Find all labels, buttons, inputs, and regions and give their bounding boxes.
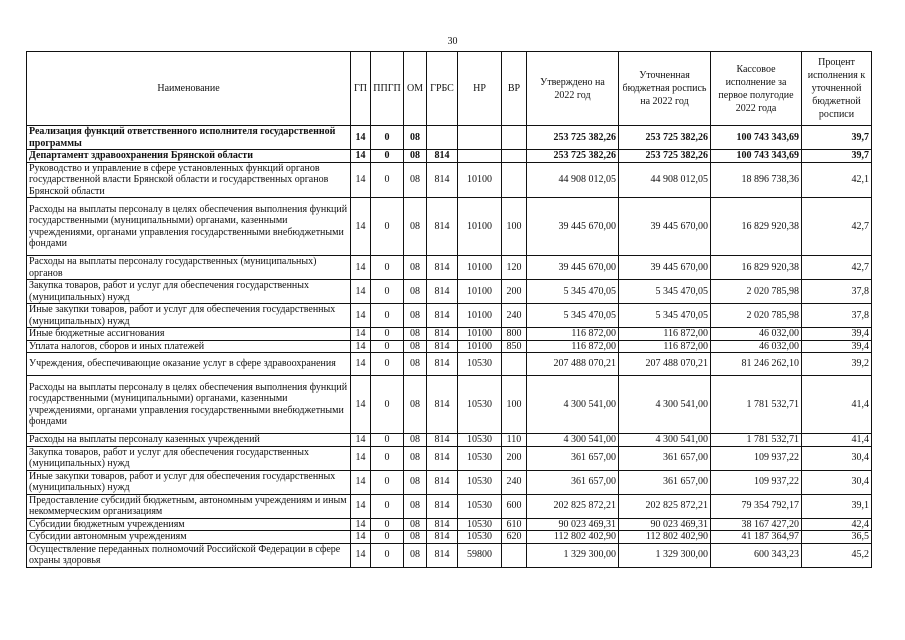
cell-om: 08 <box>404 198 427 256</box>
cell-gp: 14 <box>351 126 371 150</box>
cell-gp: 14 <box>351 434 371 447</box>
cell-percent: 39,2 <box>802 353 872 376</box>
cell-approved: 1 329 300,00 <box>527 543 619 567</box>
cell-gp: 14 <box>351 518 371 531</box>
cell-approved: 4 300 541,00 <box>527 434 619 447</box>
cell-om: 08 <box>404 280 427 304</box>
cell-np: 10100 <box>458 198 502 256</box>
cell-percent: 41,4 <box>802 376 872 434</box>
cell-name: Субсидии автономным учреждениям <box>27 531 351 544</box>
cell-vr: 120 <box>502 256 527 280</box>
cell-refined: 1 329 300,00 <box>619 543 711 567</box>
cell-gp: 14 <box>351 328 371 341</box>
cell-cash: 16 829 920,38 <box>711 256 802 280</box>
cell-np: 10100 <box>458 340 502 353</box>
cell-ppgp: 0 <box>371 353 404 376</box>
cell-grbs: 814 <box>427 150 458 163</box>
cell-om: 08 <box>404 304 427 328</box>
cell-ppgp: 0 <box>371 376 404 434</box>
cell-grbs: 814 <box>427 353 458 376</box>
cell-grbs: 814 <box>427 376 458 434</box>
cell-gp: 14 <box>351 531 371 544</box>
cell-approved: 202 825 872,21 <box>527 494 619 518</box>
cell-grbs: 814 <box>427 328 458 341</box>
table-row <box>27 150 872 163</box>
cell-percent: 37,8 <box>802 280 872 304</box>
cell-vr: 800 <box>502 328 527 341</box>
cell-name: Руководство и управление в сфере установленных функций органов государственной власти Брянской области и государственных органов Брянской области <box>27 162 351 198</box>
cell-name: Закупка товаров, работ и услуг для обеспечения государственных (муниципальных) нужд <box>27 280 351 304</box>
cell-percent: 42,7 <box>802 256 872 280</box>
cell-cash: 38 167 427,20 <box>711 518 802 531</box>
cell-vr <box>502 150 527 163</box>
cell-approved: 207 488 070,21 <box>527 353 619 376</box>
cell-np: 10100 <box>458 328 502 341</box>
cell-om: 08 <box>404 494 427 518</box>
cell-approved: 44 908 012,05 <box>527 162 619 198</box>
cell-om: 08 <box>404 328 427 341</box>
cell-np: 10530 <box>458 470 502 494</box>
cell-grbs: 814 <box>427 162 458 198</box>
cell-ppgp: 0 <box>371 162 404 198</box>
cell-grbs: 814 <box>427 340 458 353</box>
cell-refined: 116 872,00 <box>619 340 711 353</box>
cell-om: 08 <box>404 470 427 494</box>
cell-approved: 361 657,00 <box>527 470 619 494</box>
cell-np: 10530 <box>458 518 502 531</box>
cell-ppgp: 0 <box>371 340 404 353</box>
cell-gp: 14 <box>351 304 371 328</box>
table-row <box>27 376 872 434</box>
cell-np <box>458 126 502 150</box>
cell-np: 10530 <box>458 531 502 544</box>
cell-np: 10530 <box>458 494 502 518</box>
table-row <box>27 328 872 341</box>
cell-name: Закупка товаров, работ и услуг для обеспечения государственных (муниципальных) нужд <box>27 446 351 470</box>
cell-om: 08 <box>404 162 427 198</box>
col-header-gp: ГП <box>351 52 371 126</box>
cell-cash: 46 032,00 <box>711 328 802 341</box>
col-header-ppgp: ППГП <box>371 52 404 126</box>
cell-gp: 14 <box>351 280 371 304</box>
cell-om: 08 <box>404 543 427 567</box>
cell-name: Иные закупки товаров, работ и услуг для обеспечения государственных (муниципальных) нужд <box>27 470 351 494</box>
cell-om: 08 <box>404 376 427 434</box>
cell-approved: 39 445 670,00 <box>527 198 619 256</box>
table-row <box>27 494 872 518</box>
cell-percent: 39,4 <box>802 340 872 353</box>
cell-refined: 5 345 470,05 <box>619 304 711 328</box>
cell-ppgp: 0 <box>371 256 404 280</box>
cell-grbs: 814 <box>427 531 458 544</box>
cell-refined: 253 725 382,26 <box>619 150 711 163</box>
cell-om: 08 <box>404 126 427 150</box>
cell-percent: 36,5 <box>802 531 872 544</box>
cell-approved: 116 872,00 <box>527 328 619 341</box>
cell-ppgp: 0 <box>371 126 404 150</box>
cell-gp: 14 <box>351 446 371 470</box>
cell-refined: 39 445 670,00 <box>619 256 711 280</box>
cell-percent: 39,1 <box>802 494 872 518</box>
cell-approved: 361 657,00 <box>527 446 619 470</box>
cell-name: Реализация функций ответственного исполнителя государственной программы <box>27 126 351 150</box>
cell-percent: 45,2 <box>802 543 872 567</box>
cell-ppgp: 0 <box>371 543 404 567</box>
cell-np: 10100 <box>458 304 502 328</box>
table-row <box>27 518 872 531</box>
table-row <box>27 434 872 447</box>
cell-percent: 39,4 <box>802 328 872 341</box>
cell-grbs: 814 <box>427 434 458 447</box>
cell-name: Иные закупки товаров, работ и услуг для обеспечения государственных (муниципальных) нужд <box>27 304 351 328</box>
cell-percent: 42,4 <box>802 518 872 531</box>
cell-name: Расходы на выплаты персоналу казенных учреждений <box>27 434 351 447</box>
cell-name: Расходы на выплаты персоналу в целях обеспечения выполнения функций государственными (муниципальными) органами, казенными учреждениями, органами управления государственными внебюджетными фондами <box>27 198 351 256</box>
cell-approved: 5 345 470,05 <box>527 280 619 304</box>
cell-ppgp: 0 <box>371 198 404 256</box>
cell-vr: 240 <box>502 470 527 494</box>
cell-grbs: 814 <box>427 304 458 328</box>
cell-refined: 361 657,00 <box>619 470 711 494</box>
col-header-grbs: ГРБС <box>427 52 458 126</box>
cell-gp: 14 <box>351 162 371 198</box>
cell-ppgp: 0 <box>371 434 404 447</box>
cell-vr: 200 <box>502 446 527 470</box>
cell-vr: 610 <box>502 518 527 531</box>
col-header-name: Наименование <box>27 52 351 126</box>
cell-om: 08 <box>404 446 427 470</box>
cell-np: 10530 <box>458 376 502 434</box>
cell-om: 08 <box>404 518 427 531</box>
cell-approved: 4 300 541,00 <box>527 376 619 434</box>
cell-vr: 850 <box>502 340 527 353</box>
cell-vr: 100 <box>502 376 527 434</box>
cell-cash: 16 829 920,38 <box>711 198 802 256</box>
cell-percent: 30,4 <box>802 446 872 470</box>
cell-name: Расходы на выплаты персоналу государственных (муниципальных) органов <box>27 256 351 280</box>
cell-grbs: 814 <box>427 256 458 280</box>
cell-percent: 42,7 <box>802 198 872 256</box>
cell-gp: 14 <box>351 256 371 280</box>
cell-ppgp: 0 <box>371 328 404 341</box>
cell-vr: 100 <box>502 198 527 256</box>
cell-om: 08 <box>404 434 427 447</box>
cell-gp: 14 <box>351 470 371 494</box>
cell-om: 08 <box>404 256 427 280</box>
cell-grbs: 814 <box>427 543 458 567</box>
cell-cash: 100 743 343,69 <box>711 126 802 150</box>
cell-refined: 116 872,00 <box>619 328 711 341</box>
cell-approved: 253 725 382,26 <box>527 126 619 150</box>
cell-ppgp: 0 <box>371 150 404 163</box>
table-row <box>27 470 872 494</box>
cell-gp: 14 <box>351 494 371 518</box>
cell-name: Субсидии бюджетным учреждениям <box>27 518 351 531</box>
cell-grbs: 814 <box>427 198 458 256</box>
cell-ppgp: 0 <box>371 518 404 531</box>
table-row <box>27 353 872 376</box>
cell-ppgp: 0 <box>371 304 404 328</box>
cell-cash: 2 020 785,98 <box>711 304 802 328</box>
cell-vr: 200 <box>502 280 527 304</box>
cell-refined: 253 725 382,26 <box>619 126 711 150</box>
cell-refined: 4 300 541,00 <box>619 376 711 434</box>
table-row <box>27 198 872 256</box>
cell-vr: 110 <box>502 434 527 447</box>
cell-ppgp: 0 <box>371 470 404 494</box>
cell-cash: 600 343,23 <box>711 543 802 567</box>
cell-vr: 600 <box>502 494 527 518</box>
cell-percent: 41,4 <box>802 434 872 447</box>
cell-refined: 4 300 541,00 <box>619 434 711 447</box>
cell-grbs: 814 <box>427 280 458 304</box>
cell-vr: 240 <box>502 304 527 328</box>
cell-om: 08 <box>404 150 427 163</box>
cell-cash: 46 032,00 <box>711 340 802 353</box>
table-row <box>27 304 872 328</box>
cell-refined: 361 657,00 <box>619 446 711 470</box>
cell-percent: 37,8 <box>802 304 872 328</box>
cell-gp: 14 <box>351 150 371 163</box>
cell-cash: 41 187 364,97 <box>711 531 802 544</box>
col-header-om: ОМ <box>404 52 427 126</box>
table-row <box>27 531 872 544</box>
cell-vr: 620 <box>502 531 527 544</box>
cell-np: 59800 <box>458 543 502 567</box>
budget-table <box>26 51 872 568</box>
cell-ppgp: 0 <box>371 494 404 518</box>
cell-percent: 39,7 <box>802 150 872 163</box>
cell-approved: 253 725 382,26 <box>527 150 619 163</box>
cell-grbs: 814 <box>427 470 458 494</box>
cell-ppgp: 0 <box>371 280 404 304</box>
cell-cash: 81 246 262,10 <box>711 353 802 376</box>
cell-grbs: 814 <box>427 518 458 531</box>
cell-percent: 30,4 <box>802 470 872 494</box>
cell-percent: 39,7 <box>802 126 872 150</box>
table-row <box>27 280 872 304</box>
cell-cash: 100 743 343,69 <box>711 150 802 163</box>
cell-approved: 5 345 470,05 <box>527 304 619 328</box>
cell-gp: 14 <box>351 198 371 256</box>
page-number: 30 <box>447 36 458 47</box>
cell-gp: 14 <box>351 543 371 567</box>
cell-grbs: 814 <box>427 446 458 470</box>
cell-om: 08 <box>404 340 427 353</box>
cell-refined: 202 825 872,21 <box>619 494 711 518</box>
col-header-refined: Уточненная бюджетная роспись на 2022 год <box>619 52 711 126</box>
cell-name: Осуществление переданных полномочий Российской Федерации в сфере охраны здоровья <box>27 543 351 567</box>
cell-cash: 2 020 785,98 <box>711 280 802 304</box>
cell-om: 08 <box>404 531 427 544</box>
cell-vr <box>502 353 527 376</box>
cell-name: Иные бюджетные ассигнования <box>27 328 351 341</box>
cell-cash: 79 354 792,17 <box>711 494 802 518</box>
cell-name: Расходы на выплаты персоналу в целях обеспечения выполнения функций государственными (муниципальными) органами, казенными учреждениями, органами управления государственными внебюджетными фондами <box>27 376 351 434</box>
cell-ppgp: 0 <box>371 446 404 470</box>
cell-gp: 14 <box>351 353 371 376</box>
cell-approved: 39 445 670,00 <box>527 256 619 280</box>
cell-grbs: 814 <box>427 494 458 518</box>
col-header-vr: ВР <box>502 52 527 126</box>
col-header-np: НР <box>458 52 502 126</box>
cell-np: 10100 <box>458 162 502 198</box>
cell-grbs <box>427 126 458 150</box>
col-header-cash: Кассовое исполнение за первое полугодие 2022 года <box>711 52 802 126</box>
cell-gp: 14 <box>351 340 371 353</box>
cell-refined: 90 023 469,31 <box>619 518 711 531</box>
cell-vr <box>502 543 527 567</box>
cell-vr <box>502 162 527 198</box>
cell-np: 10530 <box>458 446 502 470</box>
cell-om: 08 <box>404 353 427 376</box>
cell-ppgp: 0 <box>371 531 404 544</box>
table-row <box>27 256 872 280</box>
cell-cash: 18 896 738,36 <box>711 162 802 198</box>
cell-np <box>458 150 502 163</box>
cell-approved: 112 802 402,90 <box>527 531 619 544</box>
cell-np: 10530 <box>458 434 502 447</box>
cell-cash: 109 937,22 <box>711 470 802 494</box>
cell-approved: 116 872,00 <box>527 340 619 353</box>
cell-np: 10100 <box>458 280 502 304</box>
cell-name: Предоставление субсидий бюджетным, автономным учреждениям и иным некоммерческим организациям <box>27 494 351 518</box>
cell-cash: 109 937,22 <box>711 446 802 470</box>
cell-name: Уплата налогов, сборов и иных платежей <box>27 340 351 353</box>
cell-np: 10530 <box>458 353 502 376</box>
cell-refined: 5 345 470,05 <box>619 280 711 304</box>
table-row <box>27 340 872 353</box>
table-row <box>27 446 872 470</box>
cell-vr <box>502 126 527 150</box>
col-header-approved: Утверждено на 2022 год <box>527 52 619 126</box>
cell-refined: 207 488 070,21 <box>619 353 711 376</box>
cell-percent: 42,1 <box>802 162 872 198</box>
table-row <box>27 126 872 150</box>
cell-np: 10100 <box>458 256 502 280</box>
cell-refined: 44 908 012,05 <box>619 162 711 198</box>
cell-gp: 14 <box>351 376 371 434</box>
table-row <box>27 543 872 567</box>
table-row <box>27 162 872 198</box>
cell-approved: 90 023 469,31 <box>527 518 619 531</box>
cell-cash: 1 781 532,71 <box>711 434 802 447</box>
cell-name: Учреждения, обеспечивающие оказание услуг в сфере здравоохранения <box>27 353 351 376</box>
col-header-percent: Процент исполнения к уточненной бюджетной росписи <box>802 52 872 126</box>
cell-cash: 1 781 532,71 <box>711 376 802 434</box>
cell-refined: 112 802 402,90 <box>619 531 711 544</box>
cell-name: Департамент здравоохранения Брянской области <box>27 150 351 163</box>
cell-refined: 39 445 670,00 <box>619 198 711 256</box>
header-row <box>27 52 872 126</box>
